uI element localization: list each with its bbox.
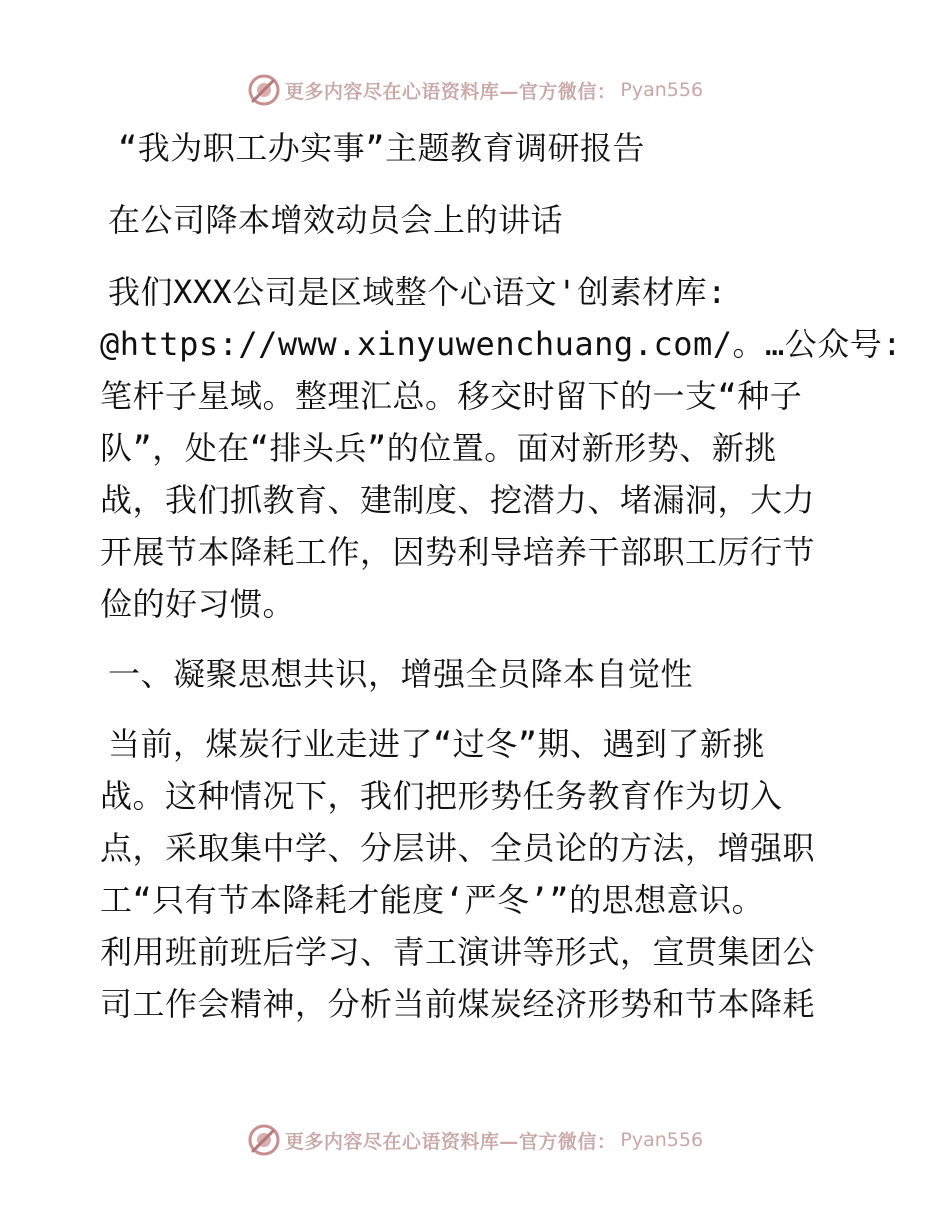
paragraph-line: 司工作会精神，分析当前煤炭经济形势和节本降耗 — [100, 985, 816, 1023]
watermark-text: 更多内容尽在心语资料库—官方微信： — [284, 1130, 617, 1153]
document-title: “我为职工办实事”主题教育调研报告 — [118, 129, 646, 167]
watermark-wechat-id: Pyan556 — [620, 79, 704, 101]
paragraph-line: 当前，煤炭行业走进了“过冬”期、遇到了新挑 — [108, 725, 766, 763]
paragraph-line: @https://www.xinyuwenchuang.com/。…公众号: — [100, 325, 903, 363]
paragraph-line: 我们XXX公司是区域整个心语文'创素材库: — [108, 273, 727, 311]
paragraph-line: 开展节本降耗工作，因势利导培养干部职工厉行节 — [100, 533, 816, 571]
document-body — [100, 122, 903, 1030]
intro-paragraph — [100, 266, 903, 630]
watermark-banner-top — [0, 70, 950, 110]
paragraph-line: 队”，处在“排头兵”的位置。面对新形势、新挑 — [100, 429, 777, 467]
seal-logo-icon — [247, 1123, 281, 1157]
paragraph-line: 战，我们抓教育、建制度、挖潜力、堵漏洞，大力 — [100, 481, 816, 519]
seal-logo-icon — [247, 73, 281, 107]
watermark-text: 更多内容尽在心语资料库—官方微信： — [284, 80, 617, 103]
section-heading: 一、凝聚思想共识，增强全员降本自觉性 — [108, 655, 694, 693]
paragraph-line: 工“只有节本降耗才能度‘严冬’”的思想意识。 — [100, 881, 765, 919]
paragraph-line: 笔杆子星域。整理汇总。移交时留下的一支“种子 — [100, 377, 803, 415]
paragraph-line: 俭的好习惯。 — [100, 585, 296, 623]
paragraph-line: 点，采取集中学、分层讲、全员论的方法，增强职 — [100, 829, 816, 867]
watermark-banner-bottom — [0, 1120, 950, 1160]
watermark-wechat-id: Pyan556 — [620, 1129, 704, 1151]
section-1-paragraph — [100, 718, 860, 1030]
paragraph-line: 利用班前班后学习、青工演讲等形式，宣贯集团公 — [100, 933, 816, 971]
paragraph-line: 战。这种情况下，我们把形势任务教育作为切入 — [100, 777, 783, 815]
document-subtitle: 在公司降本增效动员会上的讲话 — [108, 201, 564, 239]
